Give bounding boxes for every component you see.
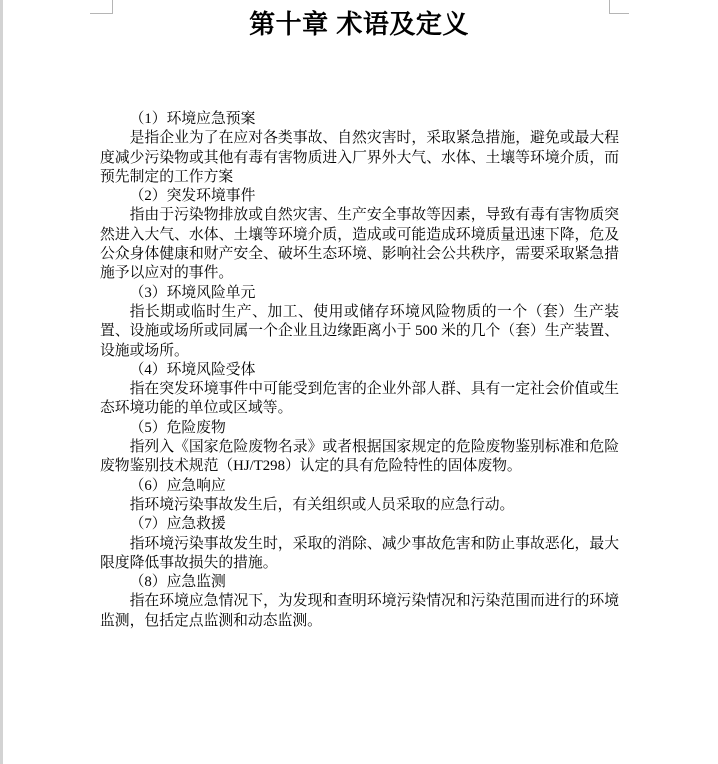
term-item — [100, 361, 619, 419]
term-item — [100, 284, 619, 361]
page-left-edge — [0, 0, 3, 764]
term-definition: 是指企业为了在应对各类事故、自然灾害时，采取紧急措施，避免或最大程度减少污染物或其他有毒有害物质进入厂界外大气、水体、土壤等环境介质，而预先制定的工作方案 — [100, 130, 619, 185]
term-item — [100, 110, 619, 187]
term-heading: （4）环境风险受体 — [129, 361, 256, 378]
term-definition: 指在突发环境事件中可能受到危害的企业外部人群、具有一定社会价值或生态环境功能的单位或区域等。 — [100, 381, 619, 417]
term-definition: 指环境污染事故发生后，有关组织或人员采取的应急行动。 — [129, 496, 515, 513]
term-heading: （5）危险废物 — [129, 419, 226, 436]
term-item — [100, 477, 619, 516]
term-item — [100, 573, 619, 631]
term-heading: （3）环境风险单元 — [129, 284, 256, 301]
term-heading: （7）应急救援 — [129, 516, 226, 533]
term-heading: （1）环境应急预案 — [129, 111, 256, 127]
term-definition: 指由于污染物排放或自然灾害、生产安全事故等因素，导致有毒有害物质突然进入大气、水体、土壤等环境介质，造成或可能造成环境质量迅速下降，危及公众身体健康和财产安全、破坏生态环境、影响社会公共秩序，需要采取紧急措施予以应对的事件。 — [100, 207, 619, 282]
term-heading: （6）应急响应 — [129, 477, 226, 494]
term-item — [100, 187, 619, 283]
term-item — [100, 419, 619, 477]
term-definition: 指列入《国家危险废物名录》或者根据国家规定的危险废物鉴别标准和危险废物鉴别技术规范（HJ/T298）认定的具有危险特性的固体废物。 — [100, 439, 619, 475]
term-heading: （2）突发环境事件 — [129, 188, 256, 205]
term-definition: 指环境污染事故发生时，采取的消除、减少事故危害和防止事故恶化，最大限度降低事故损失的措施。 — [100, 535, 619, 571]
term-item — [100, 515, 619, 573]
document-body — [100, 110, 619, 631]
chapter-title: 第十章 术语及定义 — [249, 9, 469, 39]
term-definition: 指在环境应急情况下，为发现和查明环境污染情况和污染范围而进行的环境监测，包括定点监测和动态监测。 — [100, 593, 619, 629]
term-heading: （8）应急监测 — [129, 574, 226, 591]
term-definition: 指长期或临时生产、加工、使用或储存环境风险物质的一个（套）生产装置、设施或场所或同属一个企业且边缘距离小于 500 米的几个（套）生产装置、设施或场所。 — [100, 303, 619, 359]
